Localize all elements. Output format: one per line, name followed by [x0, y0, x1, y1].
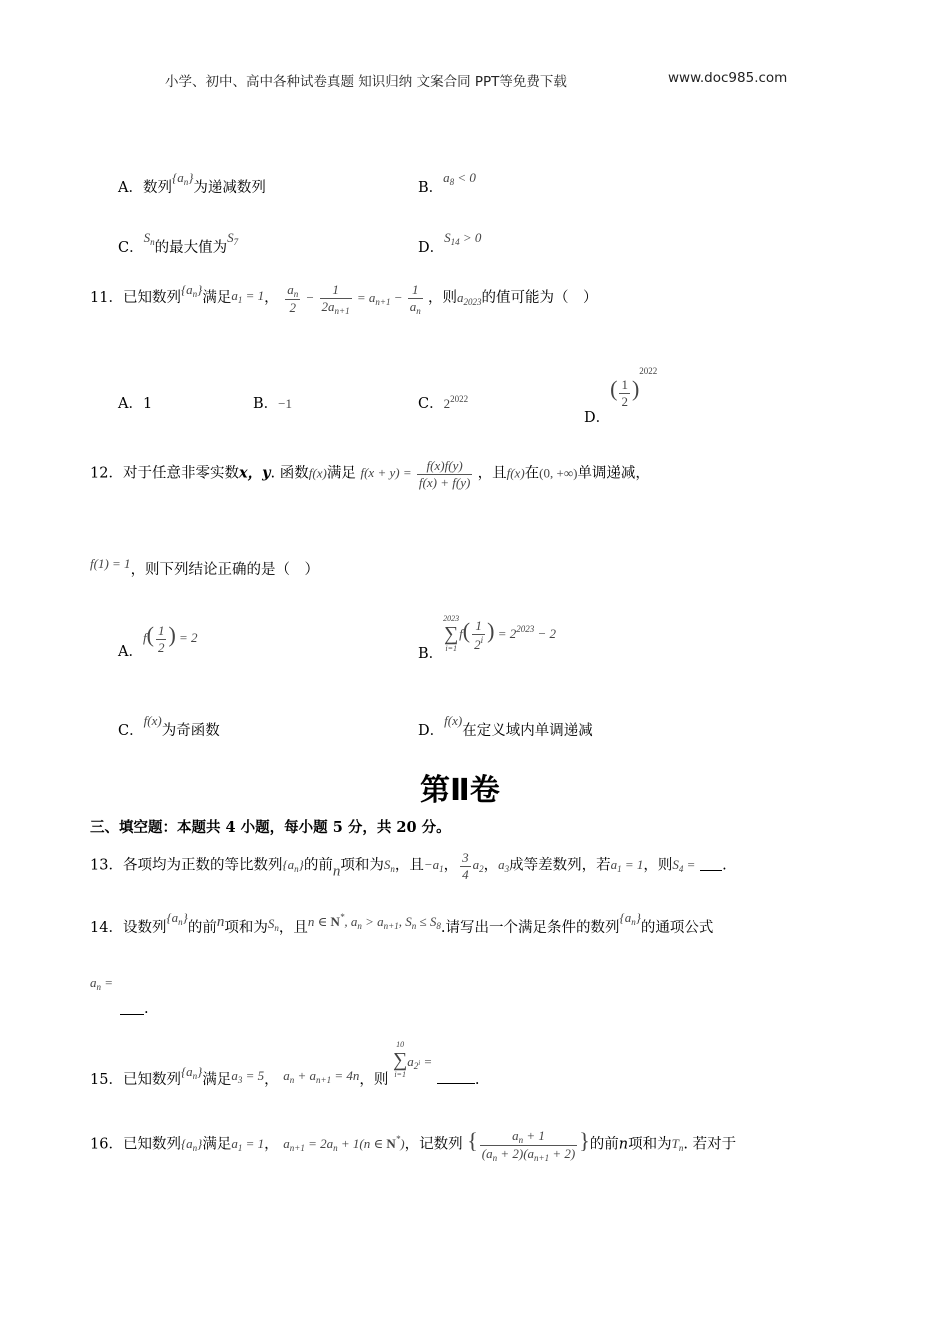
question-13: 13．各项均为正数的等比数列$\{a_n\}$的前n项和为$S_n$，且$-a_1$， $\frac{3}{4}$ $a_2$，$a_3$成等差数列，若$a_1 = 1$，则$S_4$ = .: [90, 850, 727, 882]
question-11: 11．已知数列$\{a_n\}$满足$a_1 = 1$， $\frac{a_n}{2}$ − $\frac{1}{2a_{n+1}}$ = $a_{n+1}$ − $\frac{1}{a_n}$ ，则$a_{2023}$的值可能为（ ）: [90, 282, 598, 317]
option-label: B．: [418, 180, 444, 196]
question-14-answer: $a_n$ = .: [90, 975, 149, 1017]
q10-option-a[interactable]: A．数列$\{a_n\}$为递减数列: [118, 170, 266, 196]
q10-option-b[interactable]: B．$a_8 < 0$: [418, 170, 476, 196]
question-15: 15．已知数列$\{a_n\}$满足$a_3 = 5$， $a_n + a_{n+1} = 4n$，则 10 ∑ i=1 $a_{2^i}$ = .: [90, 1040, 480, 1088]
header-url[interactable]: www.doc985.com: [668, 70, 788, 86]
header-text: 小学、初中、高中各种试卷真题 知识归纳 文案合同 PPT等免费下载: [165, 74, 567, 90]
option-label: C．: [118, 240, 144, 256]
option-label: A．数列: [118, 180, 172, 196]
option-text: 为递减数列: [193, 180, 266, 196]
q12-option-d[interactable]: D．f(x)在定义域内单调递减: [418, 713, 593, 739]
q12-option-c[interactable]: C．f(x)为奇函数: [118, 713, 220, 739]
question-14: 14．设数列$\{a_n\}$的前n项和为$S_n$，且n ∈ N*, $a_n > a_{n+1}$, $S_n \le S_8$.请写出一个满足条件的数列$\{a_n\}$的通项公式: [90, 910, 714, 936]
q11-option-d[interactable]: D．( $\frac{1}{2}$ )$^{2022}$: [584, 366, 658, 426]
section-heading: 三、填空题：本题共 4 小题，每小题 5 分，共 20 分。: [90, 819, 451, 836]
answer-blank[interactable]: [700, 858, 722, 871]
question-16: 16．已知数列$\{a_n\}$满足$a_1 = 1$， $a_{n+1} = 2a_n + 1(n$ ∈ N*)，记数列 { $\frac{a_n + 1}{(a_n + 2)(a_{n+1} + 2)}$ }的前n项和为$T_n$. 若对于: [90, 1128, 737, 1163]
answer-blank[interactable]: [437, 1071, 475, 1084]
q10-option-d[interactable]: D．$S_{14} > 0$: [418, 230, 482, 256]
option-text: 的最大值为: [154, 240, 228, 256]
question-12: 12．对于任意非零实数x，y. 函数f(x)满足 f(x + y) = $\frac{f(x)f(y)}{f(x) + f(y)}$ ，且f(x)在(0, +∞)单调递减，: [90, 458, 650, 490]
answer-blank[interactable]: [120, 1002, 144, 1015]
q11-option-c[interactable]: C．$2^{2022}$: [418, 394, 469, 412]
q12-option-a[interactable]: A．f( $\frac{1}{2}$ ) = 2: [118, 622, 198, 660]
option-label: D．: [418, 240, 445, 256]
q11-option-a[interactable]: A．1: [118, 396, 153, 412]
q12-option-b[interactable]: B． 2023 ∑ i=1 f( $\frac{1}{2^i}$ ) = $2^{2023} - 2$: [418, 614, 557, 662]
q10-option-c[interactable]: C．$S_n$的最大值为$S_7$: [118, 230, 239, 256]
question-12-line2: f(1) = 1，则下列结论正确的是（ ）: [90, 556, 320, 578]
section-title: 第Ⅱ卷: [420, 773, 500, 808]
q11-option-b[interactable]: B．−1: [253, 396, 292, 412]
